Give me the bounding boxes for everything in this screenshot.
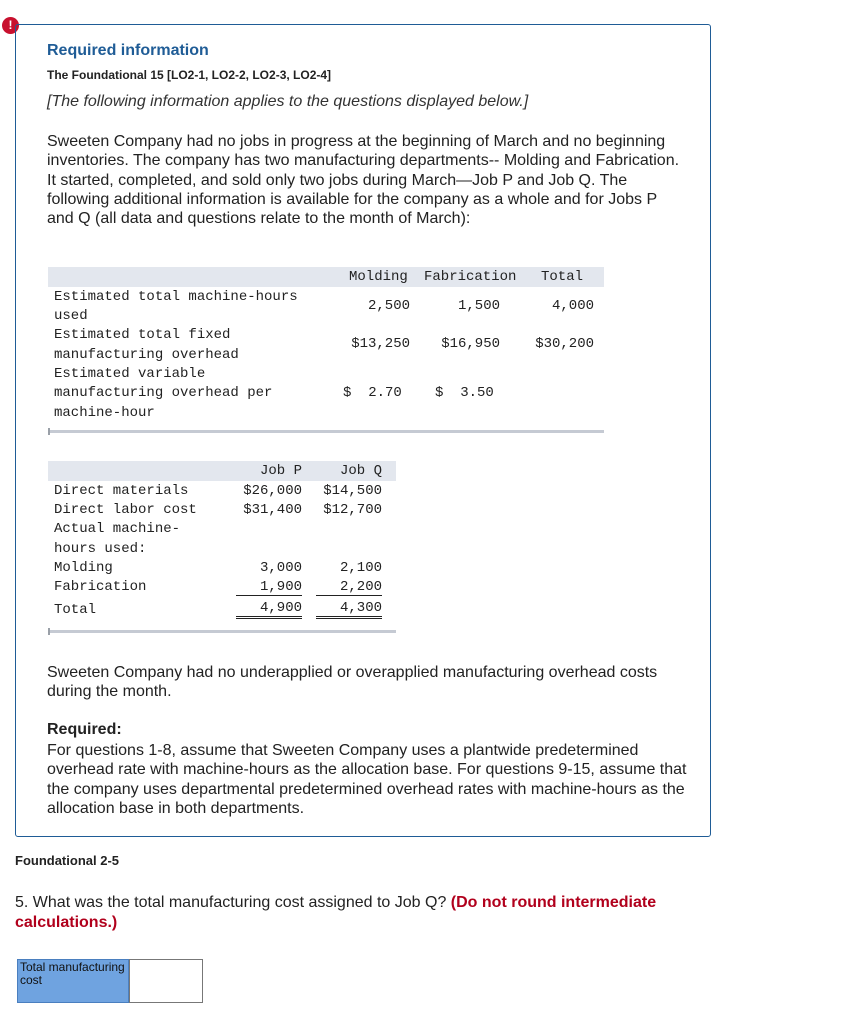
dept-cell: 4,000	[551, 298, 594, 314]
question-prompt: 5. What was the total manufacturing cost assigned to Job Q?	[15, 894, 447, 911]
dept-table-header-bg	[48, 267, 604, 287]
dept-table-scrollbar	[48, 430, 604, 433]
job-row-label: Direct materials	[54, 483, 189, 499]
dept-header-molding: Molding	[349, 269, 408, 285]
intro-paragraph: Sweeten Company had no jobs in progress at the beginning of March and no beginning inventories. The company has two manufacturing departments-- Molding and Fabrication. It started, completed, and sold only two jobs during March—Job P and Job Q. The following additional information is available for the company as a whole and for Jobs P and Q (all data and questions relate to the month of March):	[47, 133, 680, 228]
job-cell: 1,900	[236, 579, 302, 596]
dept-row-label: machine-hour	[54, 405, 155, 421]
dept-table-scrollbar-edge	[48, 428, 50, 435]
total-manufacturing-cost-input[interactable]	[129, 959, 203, 1003]
job-table-scrollbar	[48, 630, 396, 633]
job-cell: $26,000	[243, 483, 302, 499]
dept-row-label: manufacturing overhead per	[54, 385, 273, 401]
job-cell: 2,200	[316, 579, 382, 596]
dept-cell: $13,250	[351, 336, 410, 352]
dept-cell: 2,500	[367, 298, 410, 314]
job-row-label: Actual machine-	[54, 521, 181, 537]
dept-cell: $ 2.70	[343, 385, 402, 401]
required-paragraph: For questions 1-8, assume that Sweeten Company uses a plantwide predetermined overhead rate with machine-hours as the allocation base. For questions 9-15, assume that the company uses departmental predetermined overhead rates with machine-hours as the allocation base in both departments.	[47, 742, 687, 817]
dept-cell: $30,200	[535, 336, 594, 352]
job-row-label: Total	[54, 602, 97, 618]
job-header-q: Job Q	[339, 463, 382, 479]
dept-row-label: Estimated total machine-hours	[54, 289, 298, 305]
job-row-label: Molding	[54, 560, 113, 576]
job-header-p: Job P	[259, 463, 302, 479]
job-cell: 3,000	[259, 560, 302, 576]
job-cell: $12,700	[323, 502, 382, 518]
job-cell: 4,900	[236, 600, 302, 619]
job-row-label: Direct labor cost	[54, 502, 197, 518]
dept-cell: $ 3.50	[435, 385, 494, 401]
alert-icon: !	[2, 17, 19, 34]
dept-cell: $16,950	[441, 336, 500, 352]
panel-heading: Required information	[47, 42, 209, 59]
dept-row-label: used	[54, 308, 88, 324]
panel-subheading: The Foundational 15 [LO2-1, LO2-2, LO2-3, LO2-4]	[47, 68, 332, 82]
overhead-paragraph: Sweeten Company had no underapplied or overapplied manufacturing overhead costs during the month.	[47, 664, 658, 701]
job-row-label: Fabrication	[54, 579, 147, 595]
job-cell: $14,500	[323, 483, 382, 499]
panel-note: [The following information applies to the questions displayed below.]	[47, 93, 529, 110]
dept-header-fabrication: Fabrication	[424, 269, 517, 285]
dept-cell: 1,500	[457, 298, 500, 314]
foundational-label: Foundational 2-5	[15, 853, 119, 868]
dept-row-label: Estimated total fixed	[54, 327, 231, 343]
job-cell: 2,100	[339, 560, 382, 576]
job-cell: 4,300	[316, 600, 382, 619]
job-row-label: hours used:	[54, 541, 147, 557]
dept-row-label: manufacturing overhead	[54, 347, 239, 363]
question-text	[15, 893, 735, 933]
answer-label: Total manufacturing cost	[17, 959, 129, 1003]
dept-header-total: Total	[541, 269, 584, 285]
required-label: Required:	[47, 721, 122, 738]
job-cell: $31,400	[243, 502, 302, 518]
question-hint: (Do not round intermediate calculations.)	[15, 894, 657, 931]
job-table-scrollbar-edge	[48, 628, 50, 635]
dept-row-label: Estimated variable	[54, 366, 206, 382]
